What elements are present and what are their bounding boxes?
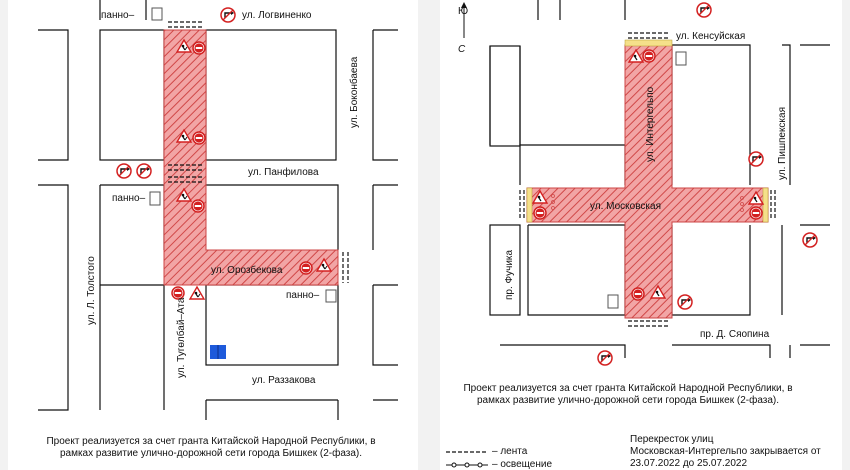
street-panfilova: ул. Панфилова xyxy=(248,167,319,178)
legend-lighting-label: – освещение xyxy=(492,459,553,470)
no-right-turn-icon xyxy=(803,233,817,247)
no-left-turn-icon xyxy=(598,351,612,365)
street-moskovskaya: ул. Московская xyxy=(590,201,661,212)
street-tugolbay-ata: ул. Тугөлбай–Ата xyxy=(176,297,187,378)
no-left-turn-icon xyxy=(697,3,711,17)
left-map-sheet xyxy=(8,0,418,470)
barrier-icon xyxy=(763,188,768,222)
no-entry-icon xyxy=(534,207,546,219)
compass-south: С xyxy=(458,44,466,55)
project-note: Проект реализуется за счет гранта Китайской Народной Республики, в рамках развитие улично-дорожной сети города Бишкек (2-фаза). xyxy=(463,383,793,406)
panel-label-right: панно– xyxy=(286,290,320,301)
street-d-syopina: пр. Д. Сяопина xyxy=(700,329,770,340)
closed-road-zone xyxy=(527,45,768,318)
street-kensuyskaya: ул. Кенсуйская xyxy=(676,31,746,42)
street-bokonbaeva: ул. Боконбаева xyxy=(349,56,360,128)
panel-box xyxy=(676,52,686,65)
no-entry-icon xyxy=(172,287,184,299)
street-logvinenko: ул. Логвиненко xyxy=(242,10,312,21)
closure-line-2: Московская-Интергельпо закрывается от xyxy=(630,446,821,457)
street-intergelpo: ул. Интергельпо xyxy=(645,86,656,162)
street-fuchika: пр. Фучика xyxy=(504,249,515,300)
panel-box xyxy=(608,295,618,308)
closure-line-3: 23.07.2022 до 25.07.2022 xyxy=(630,458,748,469)
no-right-turn-icon xyxy=(221,8,235,22)
no-left-turn-icon xyxy=(137,164,151,178)
block-ne xyxy=(206,30,336,160)
no-entry-icon xyxy=(632,288,644,300)
street-pishpekskaya: ул. Пишпекская xyxy=(777,106,788,180)
panel-label-middle: панно– xyxy=(112,193,146,204)
panel-label-top: панно– xyxy=(101,10,135,21)
lighting-legend-icon xyxy=(446,463,488,467)
no-entry-icon xyxy=(193,42,205,54)
project-note: Проект реализуется за счет гранта Китайской Народной Республики, в рамках развитие улично-дорожной сети города Бишкек (2-фаза). xyxy=(46,436,376,459)
no-entry-icon xyxy=(300,262,312,274)
closure-notice xyxy=(630,434,840,470)
no-right-turn-icon xyxy=(117,164,131,178)
no-entry-icon xyxy=(750,207,762,219)
panel-box xyxy=(326,290,336,302)
no-entry-icon xyxy=(643,50,655,62)
right-map-sheet xyxy=(440,0,842,470)
barrier-icon xyxy=(527,188,532,222)
no-entry-icon xyxy=(192,200,204,212)
no-left-turn-icon xyxy=(678,295,692,309)
roadwork-icon xyxy=(190,287,204,299)
compass-north: Ю xyxy=(458,6,469,17)
closure-line-1: Перекресток улиц xyxy=(630,434,714,445)
left-map-canvas xyxy=(8,0,418,470)
legend-tape-label: – лента xyxy=(492,446,528,457)
panel-box xyxy=(150,192,160,205)
street-tolstogo: ул. Л. Толстого xyxy=(86,256,97,325)
no-entry-icon xyxy=(193,132,205,144)
street-razzakova: ул. Раззакова xyxy=(252,375,316,386)
street-orozbekova: ул. Орозбекова xyxy=(211,265,283,276)
panel-box xyxy=(152,8,162,20)
no-right-turn-icon xyxy=(749,152,763,166)
barrier-icon xyxy=(625,40,672,46)
closed-road-zone xyxy=(164,30,338,285)
